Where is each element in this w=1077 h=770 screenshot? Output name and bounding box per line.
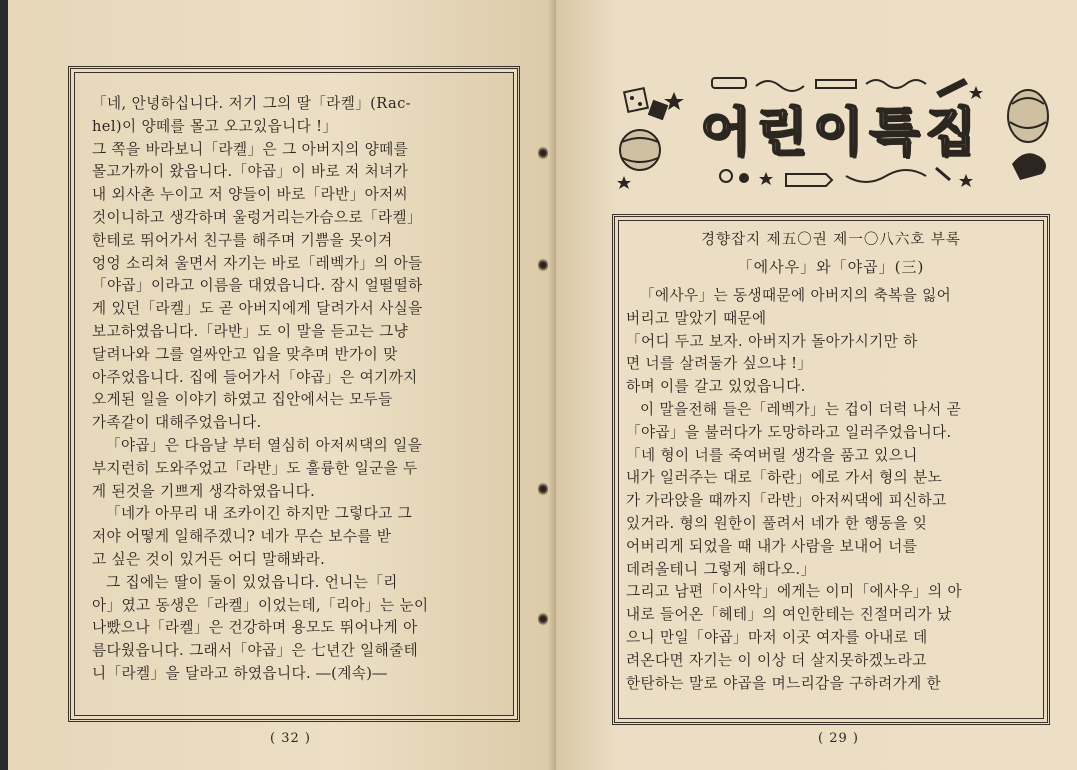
text-line: 그 쪽을 바라보니「라켈」은 그 아버지의 양떼를 xyxy=(92,140,409,158)
text-line: 「네, 안녕하십니다. 저기 그의 딸「라켈」(Rac- xyxy=(92,95,412,112)
text-line: 그 집에는 딸이 둘이 있었읍니다. 언니는「리 xyxy=(106,573,398,591)
text-line: 보고하였읍니다.「라반」도 이 말을 듣고는 그냥 xyxy=(92,322,409,340)
text-line: 엉엉 소리쳐 울면서 자기는 바로「레벡가」의 아들 xyxy=(92,254,423,272)
text-line: 한탄하는 말로 야곱을 며느리감을 구하려가게 한 xyxy=(626,674,942,692)
text-line: 어버리게 되었을 때 내가 사람을 보내어 너를 xyxy=(626,537,918,555)
text-line: 게 있던「라켈」도 곧 아버지에게 달려가서 사실을 xyxy=(92,300,423,318)
special-banner xyxy=(616,72,1056,190)
page-number-right: ( 29 ) xyxy=(818,731,859,746)
text-line: 한테로 뛰어가서 친구를 해주며 기쁨을 못이겨 xyxy=(92,231,393,249)
text-line: 「네 형이 너를 죽여버릴 생각을 품고 있으니 xyxy=(626,446,918,464)
binding-hole xyxy=(538,258,548,272)
right-page-text xyxy=(626,285,1036,695)
text-line: 려온다면 자기는 이 이상 더 살지못하겠노라고 xyxy=(626,651,927,669)
text-line: 「네가 아무리 내 조카이긴 하지만 그렇다고 그 xyxy=(106,505,413,523)
text-line: 으니 만일「야곱」마저 이곳 여자를 아내로 데 xyxy=(626,628,928,646)
binding-hole xyxy=(538,482,548,496)
text-line: 달려나와 그를 얼싸안고 입을 맞추며 반가이 맞 xyxy=(92,345,398,363)
text-line: 부지런히 도와주었고「라반」도 훌륭한 일군을 두 xyxy=(92,459,418,477)
text-line: 가 가라앉을 때까지「라반」아저씨댁에 피신하고 xyxy=(626,492,947,510)
text-line: 이 말을전해 들은「레벡가」는 겁이 더럭 나서 곧 xyxy=(640,400,962,418)
text-line: 「어디 두고 보자. 아버지가 돌아가시기만 하 xyxy=(626,332,918,350)
text-line: 하며 이를 갈고 있었읍니다. xyxy=(626,378,806,396)
text-line: 니「라켈」을 달라고 하였읍니다. ―(계속)― xyxy=(92,664,388,682)
text-line: 아주었읍니다. 집에 들어가서「야곱」은 여기까지 xyxy=(92,368,418,386)
text-line: 그리고 남편「이사악」에게는 이미「에사우」의 아 xyxy=(626,583,963,601)
left-page xyxy=(8,0,556,770)
page-number-left: ( 32 ) xyxy=(270,731,311,746)
text-line: 내 외사촌 누이고 저 양들이 바로「라반」아저씨 xyxy=(92,186,409,204)
binding-hole xyxy=(538,146,548,160)
text-line: 있거라. 형의 원한이 풀려서 네가 한 행동을 잊 xyxy=(626,514,928,532)
text-line: 버리고 말았기 때문에 xyxy=(626,309,767,327)
text-line: 고 싶은 것이 있거든 어디 말해봐라. xyxy=(92,550,326,568)
text-line: 「야곱」을 불러다가 도망하라고 일러주었읍니다. xyxy=(626,423,952,441)
text-line: 게 된것을 기쁘게 생각하였읍니다. xyxy=(92,482,316,500)
text-line: 몰고가까이 왔읍니다.「야곱」이 바로 저 처녀가 xyxy=(92,163,409,181)
text-line: 아」였고 동생은「라켈」이었는데,「리아」는 눈이 xyxy=(92,596,429,614)
text-line: 데려올테니 그렇게 해다오.」 xyxy=(626,560,816,578)
text-line: 가족같이 대해주었읍니다. xyxy=(92,414,262,432)
text-line: 저야 어떻게 일해주겠니? 네가 무슨 보수를 받 xyxy=(92,528,392,546)
story-title: 「에사우」와「야곱」(三) xyxy=(737,258,925,276)
text-line: 내가 일러주는 대로「하란」에로 가서 형의 분노 xyxy=(626,469,943,487)
text-line: 내로 들어온「헤테」의 여인한테는 진절머리가 났 xyxy=(626,606,952,624)
text-line: hel)이 양떼를 몰고 오고있읍니다 !」 xyxy=(92,117,338,135)
text-line: 「에사우」는 동생때문에 아버지의 축복을 잃어 xyxy=(640,287,952,304)
text-line: 름다웠읍니다. 그래서「야곱」은 七년간 일해줄테 xyxy=(92,642,419,660)
banner-title: 어린이특집 xyxy=(700,103,982,163)
right-page xyxy=(556,0,1077,770)
text-line: 면 너를 살려둘가 싶으냐 !」 xyxy=(626,355,813,373)
text-line: 오게된 일을 이야기 하였고 집안에서는 모두들 xyxy=(92,391,393,409)
binding-hole xyxy=(538,612,548,626)
book-spread xyxy=(8,0,1077,770)
text-line: 「야곱」은 다음날 부터 열심히 아저씨댁의 일을 xyxy=(106,436,423,454)
text-line: 「야곱」이라고 이름을 대였읍니다. 잠시 얼떨떨하 xyxy=(92,277,423,295)
supplement-header: 경향잡지 제五〇권 제一〇八六호 부록 xyxy=(701,232,961,248)
text-line: 나빴으나「라켈」은 건강하며 용모도 뛰어나게 아 xyxy=(92,619,418,637)
left-page-text xyxy=(92,93,502,686)
text-line: 것이니하고 생각하며 울렁거리는가슴으로「라켈」 xyxy=(92,208,423,226)
